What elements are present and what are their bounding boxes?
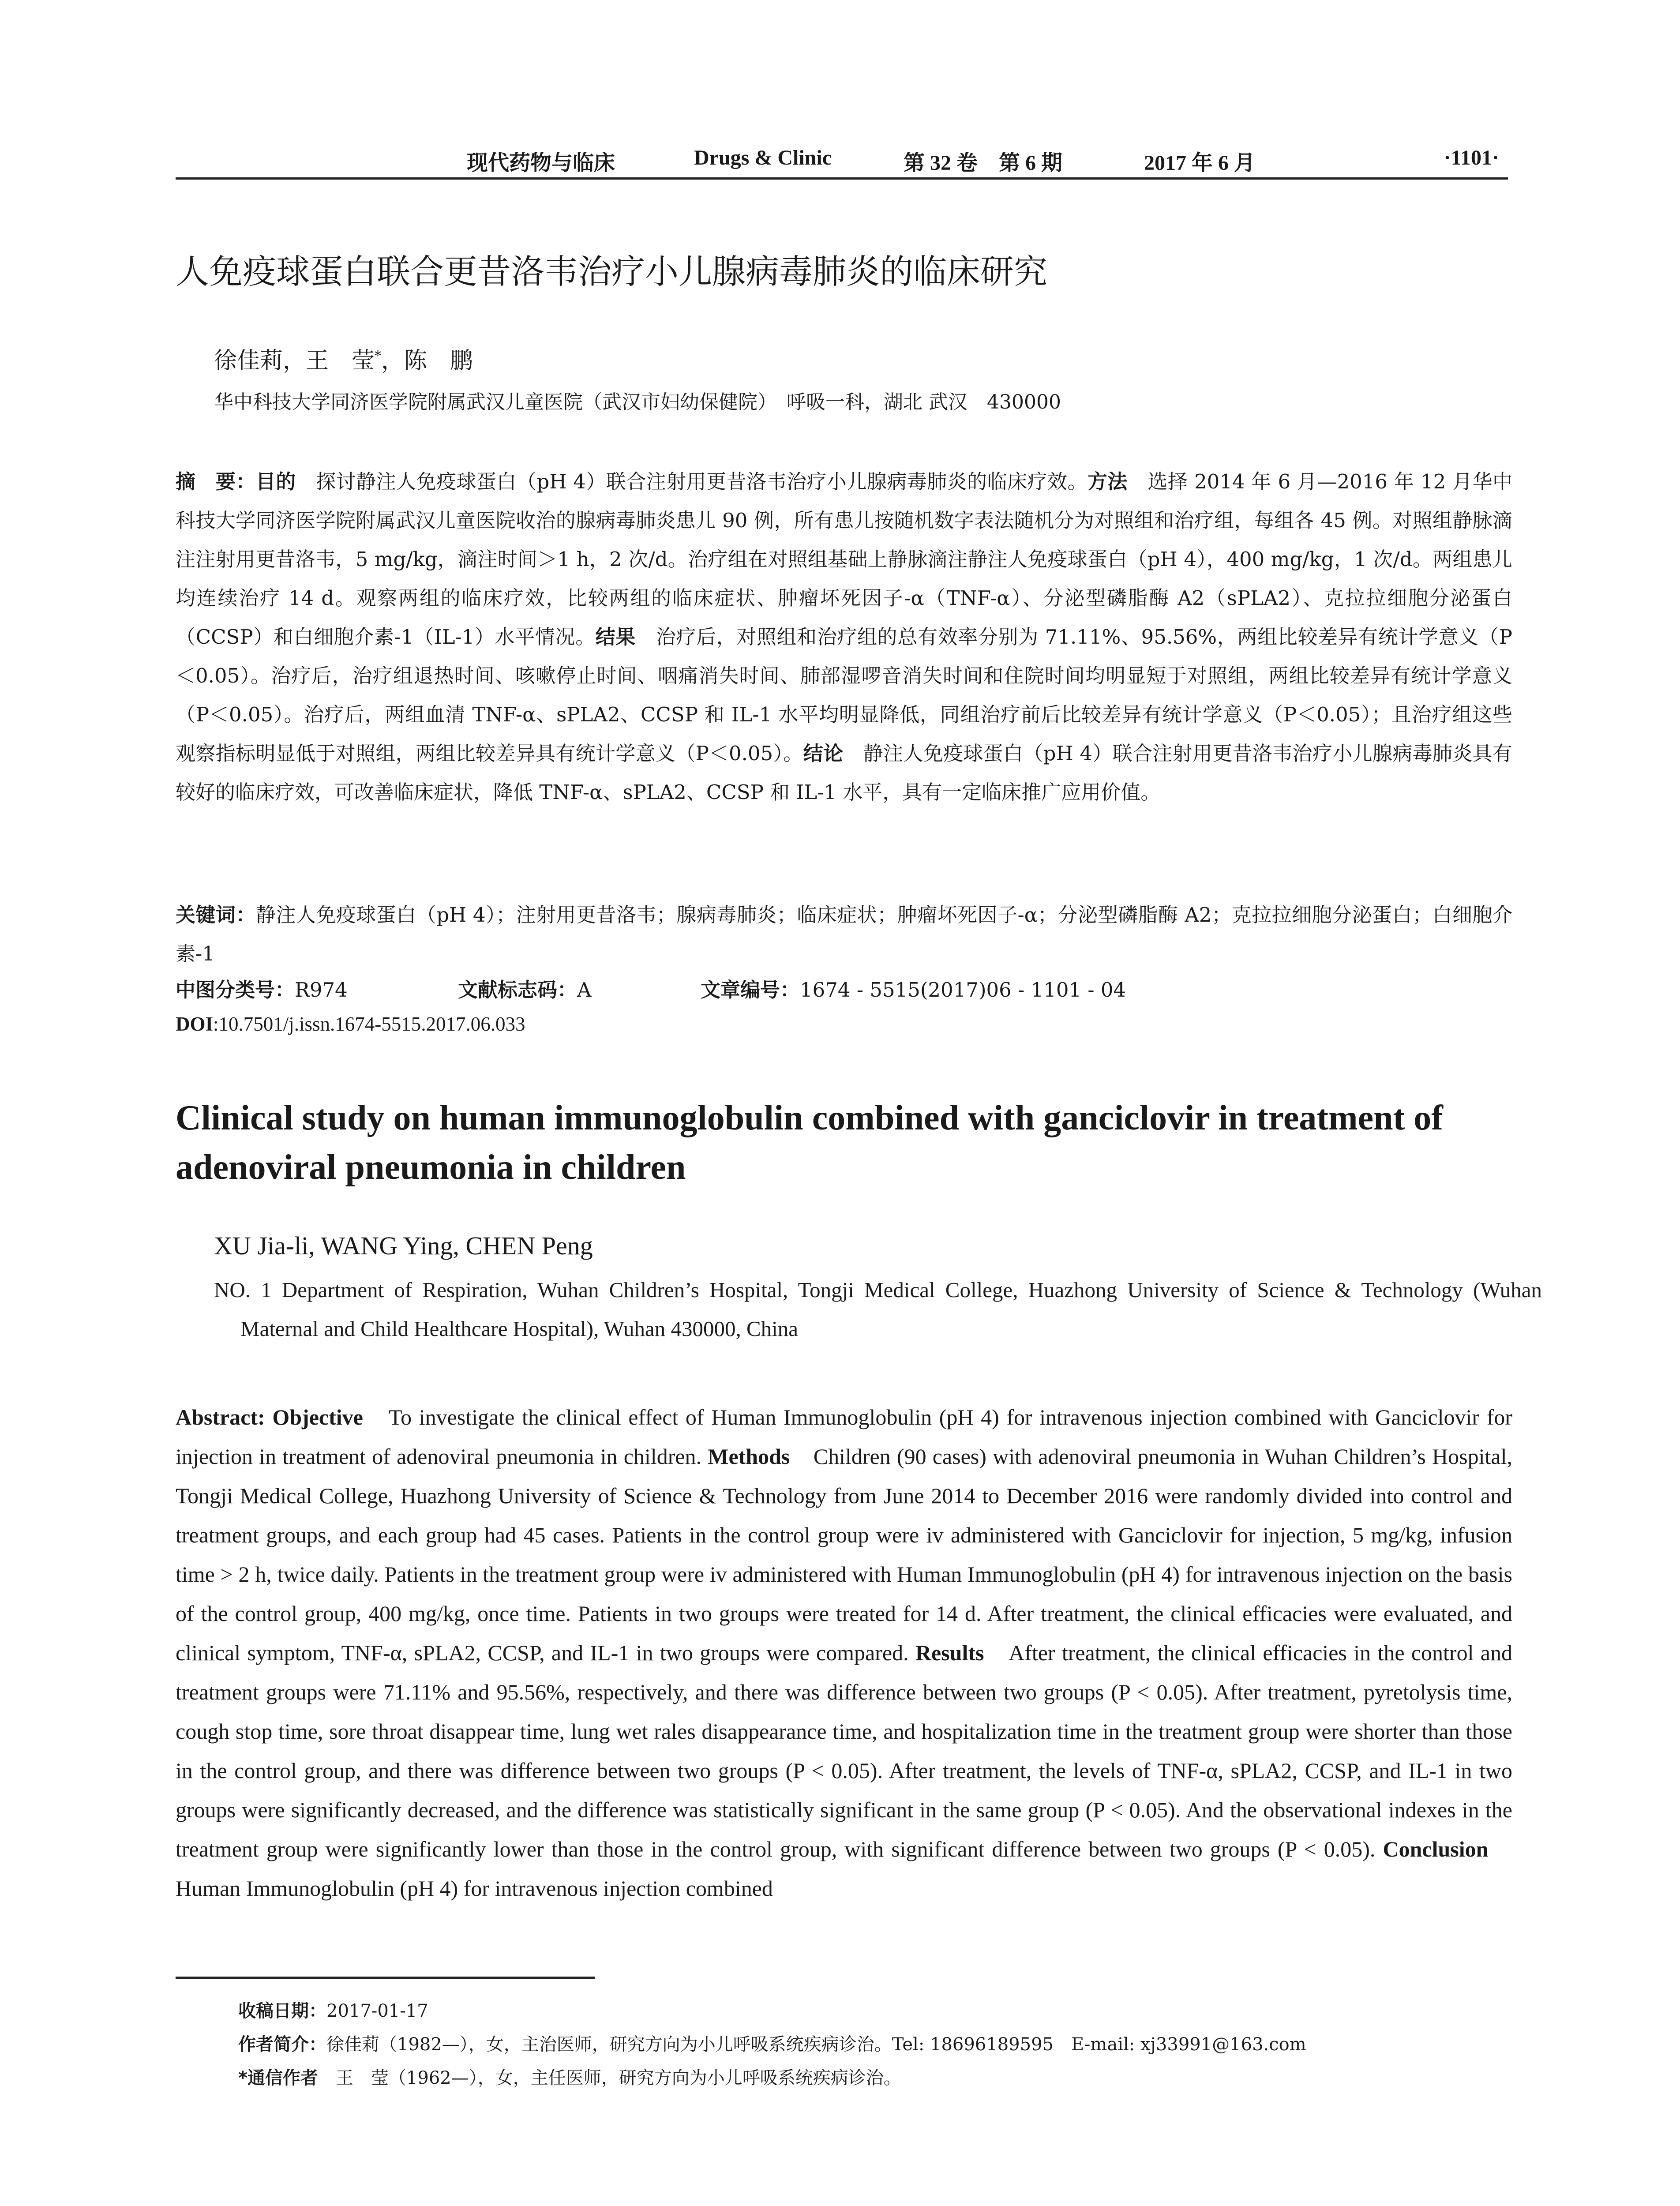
objective-label-en: Objective <box>265 1405 363 1429</box>
authors-cn <box>214 342 473 375</box>
results-text-cn: 治疗后，对照组和治疗组的总有效率分别为 71.11%、95.56%，两组比较差异有统计学意义（P＜0.05）。治疗后，治疗组退热时间、咳嗽停止时间、咽痛消失时间、肺部湿啰音消失时间和住院时间均明显短于对照组，两组比较差异有统计学意义（P＜0.05）。治疗后，两组血清 TNF-α、sPLA2、CCSP 和 IL-1 水平均明显降低，同组治疗前后比较差异有统计学意义（P＜0.05）；且治疗组这些观察指标明显低于对照组，两组比较差异具有统计学意义（P＜0.05）。 <box>176 625 1512 765</box>
volume-issue: 第 32 卷 第 6 期 <box>904 151 1063 175</box>
results-label-cn: 结果 <box>595 625 636 649</box>
author-names-part2: ，陈 鹏 <box>381 348 473 374</box>
title-cn: 人免疫球蛋白联合更昔洛韦治疗小儿腺病毒肺炎的临床研究 <box>176 252 1047 291</box>
clc-group <box>176 974 348 1002</box>
doi-value[interactable]: :10.7501/j.issn.1674-5515.2017.06.033 <box>213 1013 525 1035</box>
authors-en: XU Jia-li, WANG Ying, CHEN Peng <box>214 1231 593 1260</box>
conclusion-text-cn: 静注人免疫球蛋白（pH 4）联合注射用更昔洛韦治疗小儿腺病毒肺炎具有较好的临床疗效，可改善临床症状，降低 TNF-α、sPLA2、CCSP 和 IL-1 水平，具有一定临床推广应用价值。 <box>176 742 1512 804</box>
results-text-en: After treatment, the clinical efficacies in the control and treatment groups were 71.11% and 95.56%, respectively, and there was difference between two groups (P < 0.05). After treatment, pyretolysis time, cough stop time, sore throat disappear time, lung wet rales disappearance time, and hospitalization time in the treatment group were shorter than those in the control group, and there was difference between two groups (P < 0.05). After treatment, the levels of TNF-α, sPLA2, CCSP, and IL-1 in two groups were significantly decreased, and the difference was statistically significant in the same group (P < 0.05). And the observational indexes in the treatment group were significantly lower than those in the control group, with significant difference between two groups (P < 0.05). <box>176 1640 1512 1861</box>
clc-label: 中图分类号： <box>176 978 295 1002</box>
article-no-label: 文章编号： <box>701 978 800 1002</box>
received-label: 收稿日期： <box>238 2001 326 2021</box>
corresponding-label: *通信作者 <box>238 2068 318 2088</box>
objective-text-en: To investigate the clinical effect of Human Immunoglobulin (pH 4) for intravenous injection combined with Ganciclovir for injection in treatment of adenoviral pneumonia in children. <box>176 1405 1512 1469</box>
author-bio-text: 徐佳莉（1982—），女，主治医师，研究方向为小儿呼吸系统疾病诊治。Tel: 18696189595 E-mail: xj33991@163.com <box>326 2034 1306 2055</box>
affiliation-cn: 华中科技大学同济医学院附属武汉儿童医院（武汉市妇幼保健院） 呼吸一科，湖北 武汉 430000 <box>214 391 1061 413</box>
journal-name-cn: 现代药物与临床 <box>467 151 615 175</box>
clc-value: R974 <box>295 978 348 1002</box>
abstract-label-cn: 摘 要： <box>176 470 256 493</box>
journal-name-en: Drugs & Clinic <box>694 146 832 169</box>
running-header <box>176 138 1508 180</box>
methods-text-cn: 选择 2014 年 6 月—2016 年 12 月华中科技大学同济医学院附属武汉儿童医院收治的腺病毒肺炎患儿 90 例，所有患儿按随机数字表法随机分为对照组和治疗组，每组各 45 例。对照组静脉滴注注射用更昔洛韦，5 mg/kg，滴注时间＞1 h，2 次/d。治疗组在对照组基础上静脉滴注静注人免疫球蛋白（pH 4），400 mg/kg，1 次/d。两组患儿均连续治疗 14 d。观察两组的临床疗效，比较两组的临床症状、肿瘤坏死因子-α（TNF-α）、分泌型磷脂酶 A2（sPLA2）、克拉拉细胞分泌蛋白（CCSP）和白细胞介素-1（IL-1）水平情况。 <box>176 470 1512 649</box>
author-bio-note <box>238 2028 1518 2061</box>
author-bio-label: 作者简介： <box>238 2034 326 2055</box>
abstract-label-en: Abstract: <box>176 1405 265 1429</box>
objective-label-cn: 目的 <box>255 470 296 493</box>
keywords-cn <box>176 896 1512 973</box>
abstract-en <box>176 1398 1512 1908</box>
footnote-divider <box>176 1977 595 1979</box>
objective-text-cn: 探讨静注人免疫球蛋白（pH 4）联合注射用更昔洛韦治疗小儿腺病毒肺炎的临床疗效。 <box>296 470 1088 493</box>
doc-code-label: 文献标志码： <box>458 978 578 1002</box>
article-no-group <box>701 974 1126 1002</box>
doc-code-group <box>458 974 592 1002</box>
doi-label: DOI <box>176 1013 214 1035</box>
methods-text-en: Children (90 cases) with adenoviral pneumonia in Wuhan Children’s Hospital, Tongji Medical College, Huazhong University of Science & Technology from June 2014 to December 2016 were randomly divided into control and treatment groups, and each group had 45 cases. Patients in the control group were iv administered with Ganciclovir for injection, 5 mg/kg, infusion time > 2 h, twice daily. Patients in the treatment group were iv administered with Human Immunoglobulin (pH 4) for intravenous injection on the basis of the control group, 400 mg/kg, once time. Patients in two groups were treated for 14 d. After treatment, the clinical efficacies were evaluated, and clinical symptom, TNF-α, sPLA2, CCSP, and IL-1 in two groups were compared. <box>176 1444 1512 1665</box>
article-no-value: 1674 - 5515(2017)06 - 1101 - 04 <box>800 978 1126 1002</box>
received-value: 2017-01-17 <box>326 2001 428 2021</box>
received-date-note <box>238 1994 1518 2028</box>
doc-code-value: A <box>577 978 592 1002</box>
page-number: ·1101· <box>1444 146 1499 169</box>
results-label-en: Results <box>915 1640 984 1665</box>
abstract-cn <box>176 462 1512 812</box>
title-en: Clinical study on human immunoglobulin combined with ganciclovir in treatment of adenoviral pneumonia in children <box>176 1099 1443 1187</box>
methods-label-cn: 方法 <box>1087 470 1128 493</box>
corresponding-text: 王 莹（1962—），女，主任医师，研究方向为小儿呼吸系统疾病诊治。 <box>318 2068 901 2088</box>
doi-row <box>176 1013 525 1035</box>
affiliation-en: NO. 1 Department of Respiration, Wuhan Children’s Hospital, Tongji Medical College, Huazhong University of Science & Technology (Wuhan Maternal and Child Healthcare Hospital), Wuhan 430000, China <box>214 1278 1542 1341</box>
footnotes <box>238 1994 1518 2095</box>
conclusion-text-en: Human Immunoglobulin (pH 4) for intravenous injection combined <box>176 1837 1512 1901</box>
keywords-label-cn: 关键词： <box>176 903 256 927</box>
conclusion-label-en: Conclusion <box>1383 1837 1489 1861</box>
issue-date: 2017 年 6 月 <box>1144 151 1256 175</box>
keywords-text-cn: 静注人免疫球蛋白（pH 4）；注射用更昔洛韦；腺病毒肺炎；临床症状；肿瘤坏死因子-α；分泌型磷脂酶 A2；克拉拉细胞分泌蛋白；白细胞介素-1 <box>176 903 1512 965</box>
corresponding-author-note <box>238 2061 1518 2095</box>
methods-label-en: Methods <box>708 1444 790 1469</box>
author-names-part1: 徐佳莉，王 莹 <box>214 348 375 374</box>
corresponding-mark: * <box>375 348 382 364</box>
conclusion-label-cn: 结论 <box>803 742 844 765</box>
